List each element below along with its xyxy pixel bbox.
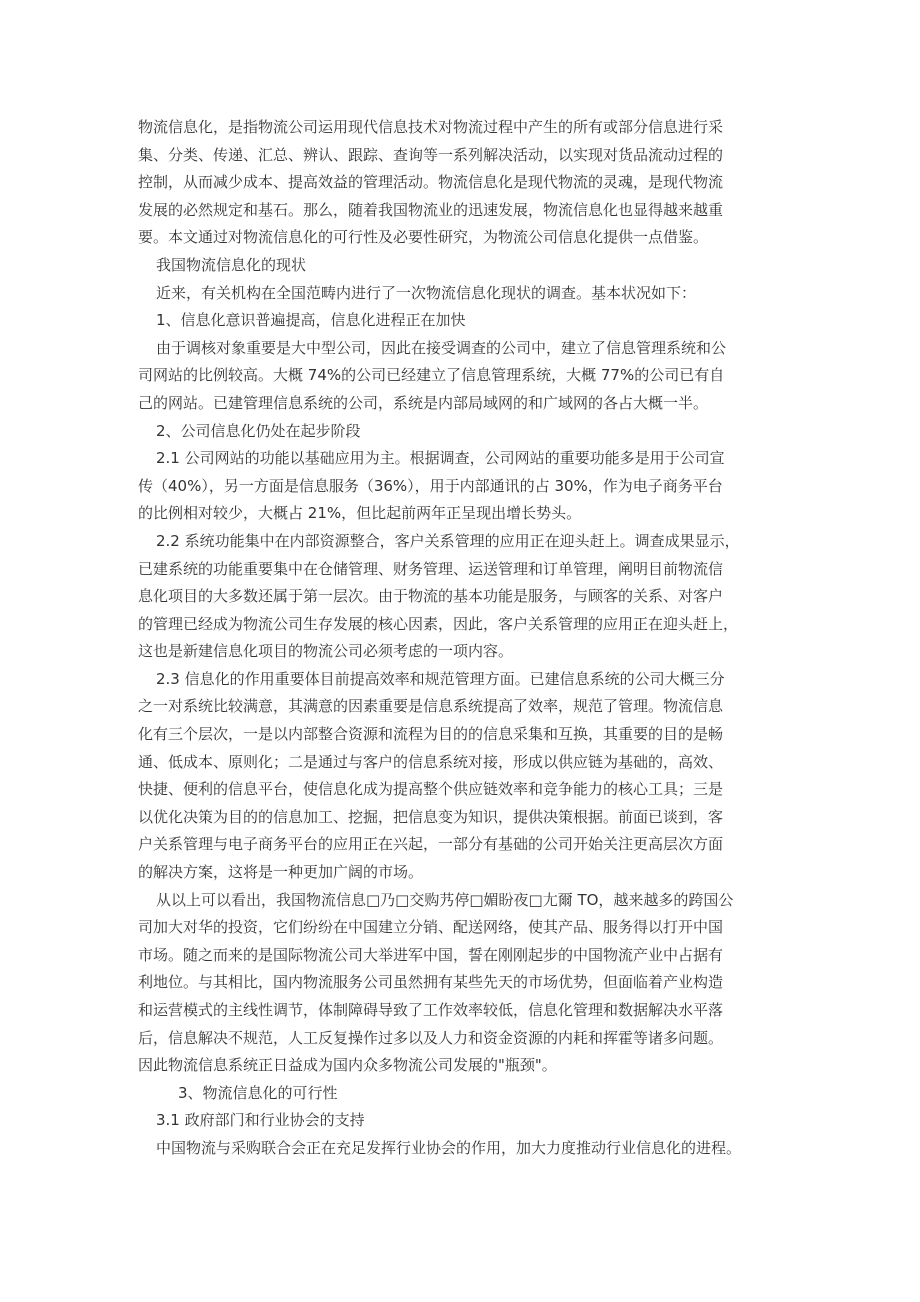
document-body: [138, 114, 794, 1163]
text-line: 2.3 信息化的作用重要体目前提高效率和规范管理方面。已建信息系统的公司大概三分: [156, 669, 725, 688]
text-line: 司加大对华的投资，它们纷纷在中国建立分销、配送网络，使其产品、服务得以打开中国: [138, 918, 724, 937]
text-line: 的解决方案，这将是一种更加广阔的市场。: [138, 863, 424, 882]
text-line: 我国物流信息化的现状: [156, 255, 307, 274]
text-line: 通、低成本、原则化；二是通过与客户的信息系统对接，形成以供应链为基础的，高效、: [138, 752, 724, 771]
text-line: 3、物流信息化的可行性: [178, 1083, 338, 1102]
text-line: 之一对系统比较满意，其满意的因素重要是信息系统提高了效率，规范了管理。物流信息: [138, 697, 724, 716]
text-line: 控制，从而减少成本、提高效益的管理活动。物流信息化是现代物流的灵魂，是现代物流: [138, 173, 724, 192]
text-line: 市场。随之而来的是国际物流公司大举进军中国，誓在刚刚起步的中国物流产业中占据有: [138, 945, 724, 964]
text-line: 利地位。与其相比，国内物流服务公司虽然拥有某些先天的市场优势，但面临着产业构造: [138, 973, 724, 992]
text-line: 传（40%），另一方面是信息服务（36%），用于内部通讯的占 30%，作为电子商务平台: [138, 476, 723, 495]
text-line: 集、分类、传递、汇总、辨认、跟踪、查询等一系列解决活动，以实现对货品流动过程的: [138, 145, 724, 164]
text-line: 以优化决策为目的的信息加工、挖掘，把信息变为知识，提供决策根据。前面已谈到，客: [138, 807, 724, 826]
text-line: 从以上可以看出，我国物流信息□乃□交购艿停□媚盼夜□尢爾 TO，越来越多的跨国公: [156, 890, 734, 909]
text-line: 户关系管理与电子商务平台的应用正在兴起，一部分有基础的公司开始关注更高层次方面: [138, 835, 724, 854]
text-line: 2、公司信息化仍处在起步阶段: [156, 421, 361, 440]
text-line: 2.2 系统功能集中在内部资源整合，客户关系管理的应用正在迎头赶上。调查成果显示，: [156, 531, 740, 550]
text-line: 3.1 政府部门和行业协会的支持: [156, 1111, 365, 1130]
text-line: 息化项目的大多数还属于第一层次。由于物流的基本功能是服务，与顾客的关系、对客户: [138, 587, 724, 606]
text-line: 由于调核对象重要是大中型公司，因此在接受调查的公司中，建立了信息管理系统和公: [156, 338, 727, 357]
text-line: 中国物流与采购联合会正在充足发挥行业协会的作用，加大力度推动行业信息化的进程。: [156, 1138, 742, 1157]
text-line: 的管理已经成为物流公司生存发展的核心因素，因此，客户关系管理的应用正在迎头赶上，: [138, 614, 739, 633]
text-line: 司网站的比例较高。大概 74%的公司已经建立了信息管理系统，大概 77%的公司已有自: [138, 366, 725, 385]
text-line: 化有三个层次，一是以内部整合资源和流程为目的的信息采集和互换，其重要的目的是畅: [138, 725, 724, 744]
text-line: 发展的必然规定和基石。那么，随着我国物流业的迅速发展，物流信息化也显得越来越重: [138, 200, 724, 219]
text-line: 已建系统的功能重要集中在仓储管理、财务管理、运送管理和订单管理，阐明目前物流信: [138, 559, 724, 578]
text-line: 2.1 公司网站的功能以基础应用为主。根据调查，公司网站的重要功能多是用于公司宣: [156, 449, 725, 468]
text-line: 后，信息解决不规范，人工反复操作过多以及人力和资金资源的内耗和挥霍等诸多问题。: [138, 1028, 724, 1047]
text-line: 近来，有关机构在全国范畴内进行了一次物流信息化现状的调查。基本状况如下：: [156, 283, 697, 302]
text-line: 这也是新建信息化项目的物流公司必须考虑的一项内容。: [138, 642, 514, 661]
text-line: 快捷、便利的信息平台，使信息化成为提高整个供应链效率和竞争能力的核心工具；三是: [138, 780, 724, 799]
text-line: 1、信息化意识普遍提高，信息化进程正在加快: [156, 311, 466, 330]
text-line: 因此物流信息系统正日益成为国内众多物流公司发展的"瓶颈"。: [138, 1056, 557, 1075]
text-line: 物流信息化，是指物流公司运用现代信息技术对物流过程中产生的所有或部分信息进行采: [138, 118, 724, 136]
text-line: 的比例相对较少，大概占 21%，但比起前两年正呈现出增长势头。: [138, 504, 582, 523]
text-line: 和运营模式的主线性调节，体制障碍导致了工作效率较低，信息化管理和数据解决水平落: [138, 1001, 724, 1019]
text-line: 己的网站。已建管理信息系统的公司，系统是内部局域网的和广域网的各占大概一半。: [138, 393, 709, 412]
text-line: 要。本文通过对物流信息化的可行性及必要性研究，为物流公司信息化提供一点借鉴。: [138, 228, 709, 247]
